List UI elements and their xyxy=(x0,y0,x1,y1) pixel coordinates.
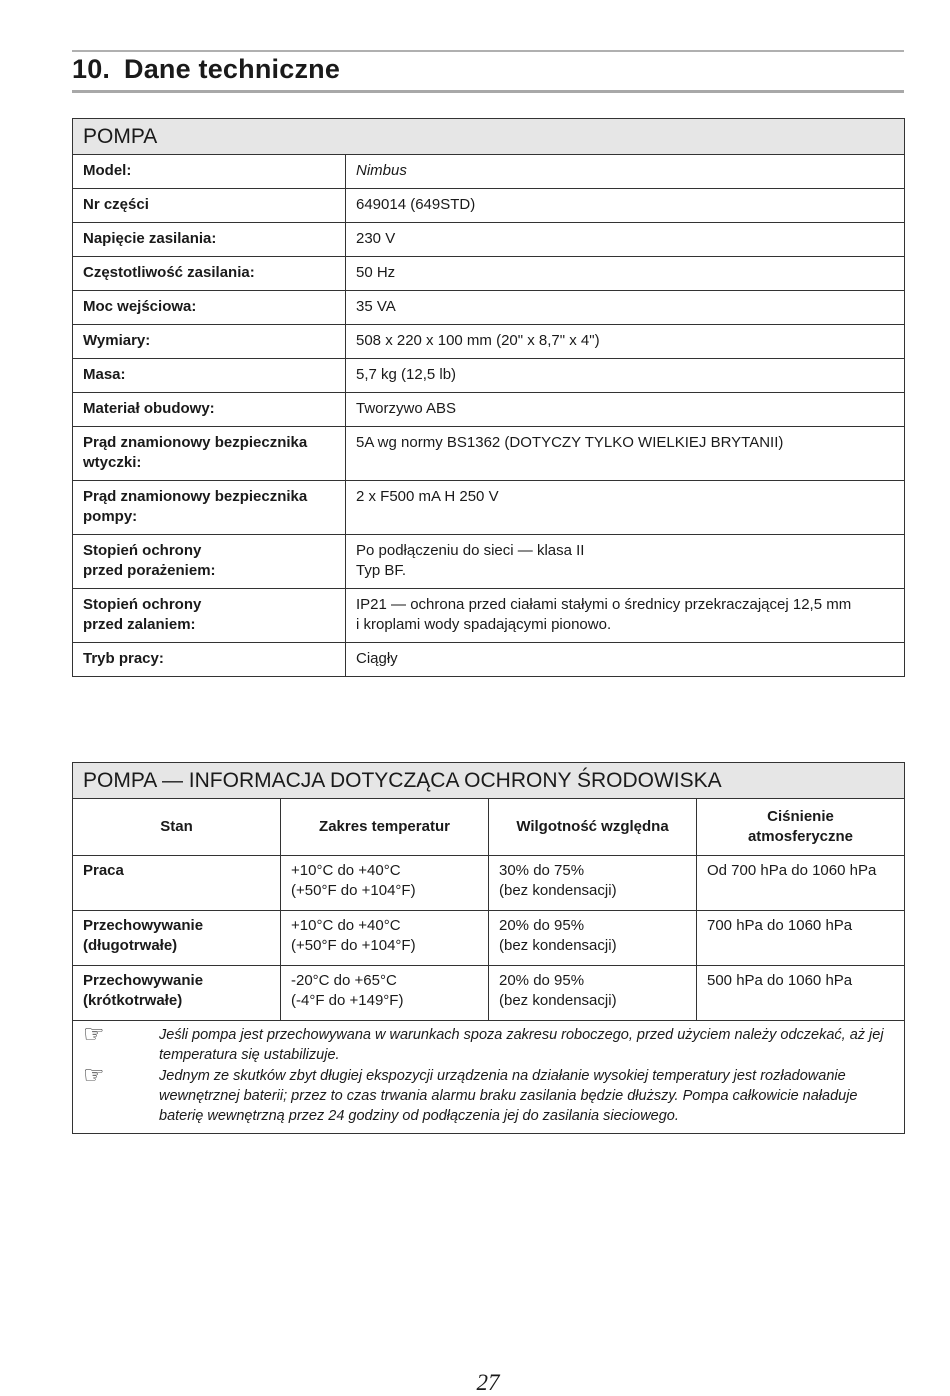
state-line: Przechowywanie xyxy=(83,972,204,989)
spec-value: 35 VA xyxy=(346,291,905,325)
section-title: Dane techniczne xyxy=(124,54,341,84)
header-humidity: Wilgotność względna xyxy=(489,799,697,856)
spec-label: Prąd znamionowy bezpiecznika pompy: xyxy=(73,481,346,535)
note xyxy=(83,1062,894,1126)
header-state: Stan xyxy=(73,799,281,856)
table-row xyxy=(73,643,905,677)
temp-line: -20°C do +65°C xyxy=(291,972,397,989)
state-line: (krótkotrwałe) xyxy=(83,992,183,1009)
top-rule xyxy=(72,50,904,52)
table-row xyxy=(73,481,905,535)
temp-line: +10°C do +40°C xyxy=(291,917,401,934)
spec-value: Ciągły xyxy=(346,643,905,677)
humidity-line: (bez kondensacji) xyxy=(499,992,617,1009)
spec-label: Moc wejściowa: xyxy=(73,291,346,325)
spec-label: Wymiary: xyxy=(73,325,346,359)
table-row xyxy=(73,427,905,481)
label-line: Stopień ochrony xyxy=(83,596,202,613)
table-row xyxy=(73,856,905,911)
table-row xyxy=(73,325,905,359)
note-text: Jeśli pompa jest przechowywana w warunkach spoza zakresu roboczego, przed użyciem należy odczekać, aż jej temperatura się ustabilizuje. xyxy=(159,1027,884,1063)
humidity-cell xyxy=(489,856,697,911)
title-underline xyxy=(72,90,904,93)
table-row xyxy=(73,223,905,257)
temp-cell xyxy=(281,966,489,1021)
humidity-line: 20% do 95% xyxy=(499,917,585,934)
label-line: Stopień ochrony xyxy=(83,542,202,559)
value-line: Po podłączeniu do sieci — klasa II xyxy=(356,542,585,559)
state-line: Przechowywanie xyxy=(83,917,204,934)
spec-label: Model: xyxy=(73,155,346,189)
notes-row xyxy=(73,1021,905,1134)
humidity-line: 30% do 75% xyxy=(499,862,585,879)
header-temperature: Zakres temperatur xyxy=(281,799,489,856)
spec-value: 5,7 kg (12,5 lb) xyxy=(346,359,905,393)
spec-value: 649014 (649STD) xyxy=(346,189,905,223)
temp-cell xyxy=(281,911,489,966)
value-line: i kroplami wody spadającymi pionowo. xyxy=(356,616,612,633)
state-line: (długotrwałe) xyxy=(83,937,178,954)
label-line: przed zalaniem: xyxy=(83,616,196,633)
env-table-title: POMPA — INFORMACJA DOTYCZĄCA OCHRONY ŚRODOWISKA xyxy=(73,763,905,799)
table-row xyxy=(73,257,905,291)
spec-value xyxy=(346,535,905,589)
pressure-cell: 700 hPa do 1060 hPa xyxy=(697,911,905,966)
value-line: IP21 — ochrona przed ciałami stałymi o średnicy przekraczającej 12,5 mm xyxy=(356,596,852,613)
state-cell xyxy=(73,911,281,966)
table-row xyxy=(73,535,905,589)
pointing-hand-icon: ☞ xyxy=(83,1062,105,1089)
spec-label: Napięcie zasilania: xyxy=(73,223,346,257)
humidity-cell xyxy=(489,966,697,1021)
header-line: atmosferyczne xyxy=(747,828,854,845)
section-number: 10. xyxy=(72,54,111,84)
spec-value: 5A wg normy BS1362 (DOTYCZY TYLKO WIELKIEJ BRYTANII) xyxy=(346,427,905,481)
table-row xyxy=(73,291,905,325)
header-line: Ciśnienie xyxy=(767,808,834,825)
state-cell xyxy=(73,856,281,911)
temp-line: (+50°F do +104°F) xyxy=(291,937,416,954)
note-text: Jednym ze skutków zbyt długiej ekspozycji urządzenia na działanie wysokiej temperatury jest rozładowanie wewnętrznej baterii; przez to czas trwania alarmu braku zasilania będzie dłuższy. Pompa całkowicie naładuje baterię wewnętrzną przez 24 godziny od podłączenia jej do zasilania sieciowego. xyxy=(159,1068,858,1124)
spec-label: Masa: xyxy=(73,359,346,393)
humidity-line: (bez kondensacji) xyxy=(499,937,617,954)
note xyxy=(83,1021,894,1065)
table-row xyxy=(73,589,905,643)
spec-label: Tryb pracy: xyxy=(73,643,346,677)
page-number: 27 xyxy=(476,1370,500,1395)
spec-value: 50 Hz xyxy=(346,257,905,291)
header-row xyxy=(73,799,905,856)
page-title xyxy=(72,54,340,85)
spec-label: Częstotliwość zasilania: xyxy=(73,257,346,291)
pressure-cell: Od 700 hPa do 1060 hPa xyxy=(697,856,905,911)
pump-specs-table xyxy=(72,118,905,677)
table-row xyxy=(73,189,905,223)
temp-cell xyxy=(281,856,489,911)
table-row xyxy=(73,155,905,189)
pointing-hand-icon: ☞ xyxy=(83,1021,105,1048)
label-line: przed porażeniem: xyxy=(83,562,216,579)
spec-label: Nr części xyxy=(73,189,346,223)
pressure-cell: 500 hPa do 1060 hPa xyxy=(697,966,905,1021)
spec-value xyxy=(346,589,905,643)
temp-line: (+50°F do +104°F) xyxy=(291,882,416,899)
state-line: Praca xyxy=(83,862,124,879)
pump-table-title: POMPA xyxy=(73,119,905,155)
temp-line: +10°C do +40°C xyxy=(291,862,401,879)
temp-line: (-4°F do +149°F) xyxy=(291,992,404,1009)
spec-value: Nimbus xyxy=(346,155,905,189)
header-pressure xyxy=(697,799,905,856)
humidity-cell xyxy=(489,911,697,966)
state-cell xyxy=(73,966,281,1021)
spec-label xyxy=(73,535,346,589)
table-row xyxy=(73,966,905,1021)
spec-label: Materiał obudowy: xyxy=(73,393,346,427)
spec-value: Tworzywo ABS xyxy=(346,393,905,427)
spec-label xyxy=(73,589,346,643)
table-row xyxy=(73,911,905,966)
spec-label: Prąd znamionowy bezpiecznika wtyczki: xyxy=(73,427,346,481)
table-row xyxy=(73,359,905,393)
notes-cell xyxy=(73,1021,905,1134)
spec-value: 230 V xyxy=(346,223,905,257)
humidity-line: 20% do 95% xyxy=(499,972,585,989)
humidity-line: (bez kondensacji) xyxy=(499,882,617,899)
spec-value: 2 x F500 mA H 250 V xyxy=(346,481,905,535)
spec-value: 508 x 220 x 100 mm (20" x 8,7" x 4") xyxy=(346,325,905,359)
table-row xyxy=(73,393,905,427)
environment-table xyxy=(72,762,905,1134)
value-line: Typ BF. xyxy=(356,562,407,579)
